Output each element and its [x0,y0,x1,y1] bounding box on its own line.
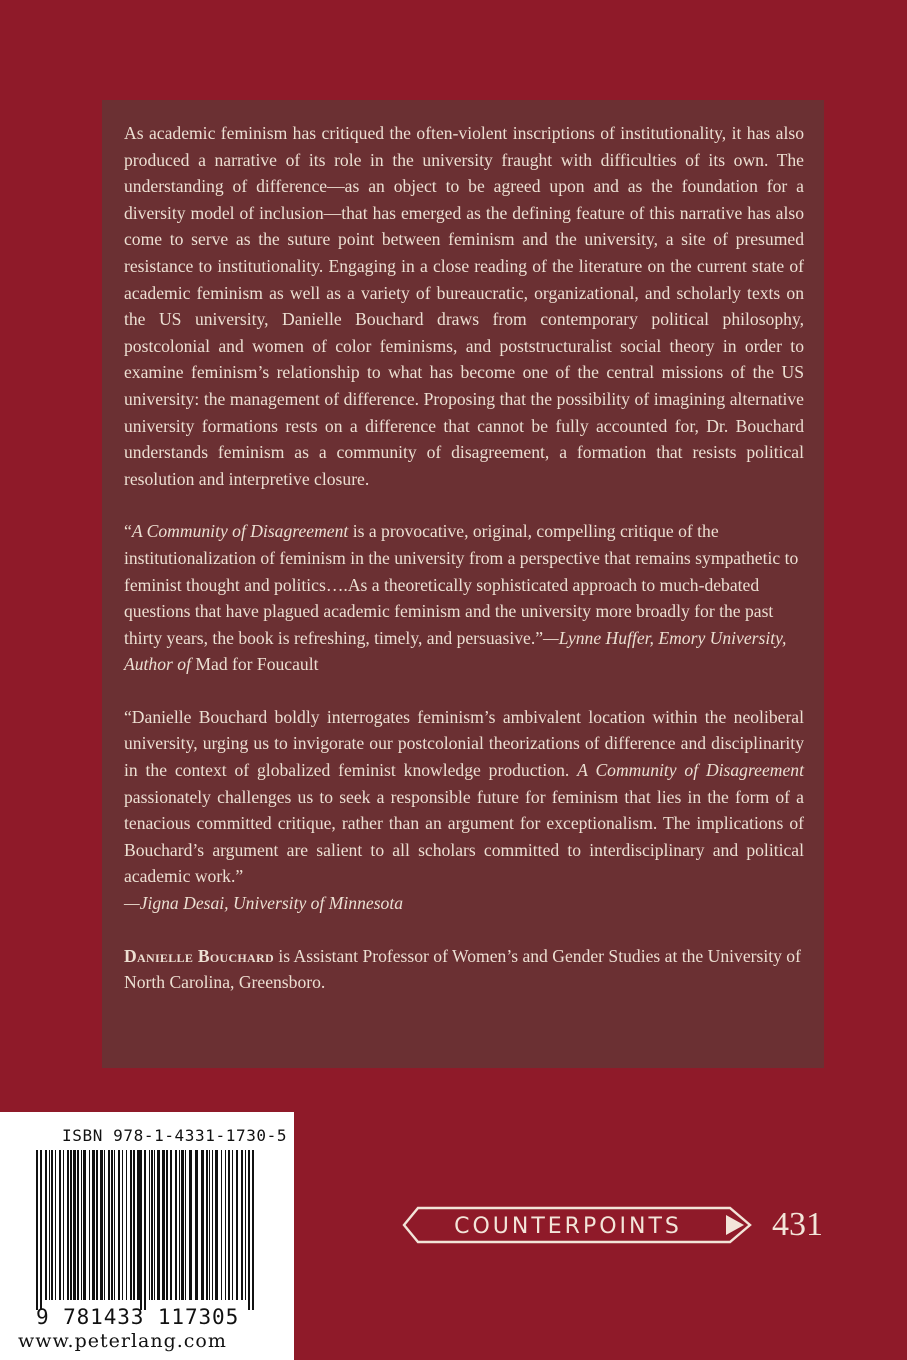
barcode-bar [96,1150,98,1300]
barcode-bar [111,1150,113,1300]
series-name: COUNTERPOINTS [454,1214,682,1239]
barcode-bar [151,1150,153,1300]
quote-attribution: —Lynne Huffer, Emory University, Author of [124,627,787,675]
barcode-bar [225,1150,226,1300]
author-bio-text: is Assistant Professor of Women’s and Gender Studies at the University of North Carolina, Greensboro. [124,945,801,993]
barcode-bar [59,1150,61,1300]
author-name: Danielle Bouchard [124,945,274,966]
barcode-bar [126,1150,127,1300]
barcode-bar [55,1150,56,1300]
barcode-bar [118,1150,120,1300]
barcode-bar [83,1150,86,1300]
barcode-guard-bar [36,1150,38,1310]
barcode-bar [162,1150,165,1300]
barcode-bar [206,1150,208,1300]
barcode-bar [221,1150,222,1300]
barcode-bar [49,1150,50,1300]
barcode-bar [157,1150,160,1300]
barcode-bar [114,1150,115,1300]
barcode-bar [154,1150,155,1300]
barcode-image [34,1150,260,1310]
barcode-bar [195,1150,198,1300]
author-bio [124,943,804,996]
barcode-bar [189,1150,192,1300]
barcode-box [0,1112,294,1360]
barcode-bar [149,1150,150,1300]
blurb-panel [102,100,824,1068]
barcode-bar [241,1150,243,1300]
barcode-guard-bar [144,1150,146,1310]
barcode-bar [170,1150,172,1300]
barcode-bar [63,1150,64,1300]
quote-text: is a provocative, original, compelling critique of the institutionalization of feminism in the university from a perspective that remains sympathetic to feminist thought and politics….As a theoretically sophisticated approach to much-debated questions that have plagued academic feminism and the university more broadly for the past thirty years, the book is refreshing, timely, and persuasive.” [124,521,799,648]
barcode-bar [181,1150,184,1300]
barcode-bar [130,1150,132,1300]
quote-open-mark: “ [124,521,132,542]
blurb-text [124,120,804,996]
counterpoints-logo [400,1202,760,1248]
quote-text-continued: passionately challenges us to seek a responsible future for feminism that lies in the form of a tenacious committed critique, rather than an argument for exceptionalism. The implications of Bouchard’s argument are salient to all scholars committed to interdisciplinary and political academic work.” [124,786,804,887]
barcode-bar [245,1150,246,1300]
barcode-bar [77,1150,79,1300]
barcode-bar [122,1150,123,1300]
series-number: 431 [772,1206,823,1243]
barcode-bar [89,1150,90,1300]
barcode-bar [232,1150,233,1300]
barcode-bar [228,1150,230,1300]
barcode-bar [209,1150,210,1300]
barcode-bar [51,1150,53,1300]
review-quote-desai [124,704,804,917]
barcode-bar [215,1150,218,1300]
barcode-bar [166,1150,168,1300]
barcode-bar [212,1150,213,1300]
barcode-bar [104,1150,105,1300]
barcode-bar [185,1150,186,1300]
barcode-bar [73,1150,76,1300]
barcode-bar [133,1150,135,1300]
barcode-bar [175,1150,177,1300]
quote-text: “Danielle Bouchard boldly interrogates feminism’s ambivalent location within the neoliberal university, urging us to invigorate our postcolonial theorizations of difference and disciplinarity in the context of globalized feminist knowledge production. [124,706,804,781]
publisher-url: www.peterlang.com [18,1330,227,1352]
barcode-bar [67,1150,69,1300]
barcode-bar [81,1150,82,1300]
barcode-bar [236,1150,238,1300]
barcode-guard-bar [40,1150,42,1310]
barcode-guard-bar [248,1150,250,1310]
barcode-bar [92,1150,95,1300]
barcode-digits: 9 781433 117305 [36,1305,240,1329]
barcode-guard-bar [252,1150,254,1310]
review-quote-huffer [124,518,804,678]
barcode-bar [70,1150,72,1300]
quote-book-title: A Community of Disagreement [577,760,804,781]
isbn-label: ISBN 978-1-4331-1730-5 [62,1126,288,1145]
barcode-bar [137,1150,140,1300]
barcode-guard-bar [140,1150,142,1310]
quote-author-book: Mad for Foucault [190,654,319,675]
barcode-bar [179,1150,180,1300]
quote-attribution: —Jigna Desai, University of Minnesota [124,893,404,914]
book-description: As academic feminism has critiqued the often-violent inscriptions of institutionality, it has also produced a narrative of its role in the university fraught with difficulties of its own. The understanding of difference—as an object to be agreed upon and as the foundation for a diversity model of inclusion—that has emerged as the defining feature of this narrative has also come to serve as the suture point between feminism and the university, a site of presumed resistance to institutionality. Engaging in a close reading of the literature on the current state of academic feminism as well as a variety of bureaucratic, organizational, and scholarly texts on the US university, Danielle Bouchard draws from contemporary political philosophy, postcolonial and women of color feminisms, and poststructuralist social theory in order to examine feminism’s relationship to what has become one of the central missions of the US university: the management of difference. Proposing that the possibility of imagining alternative university formations rests on a difference that cannot be fully accounted for, Dr. Bouchard understands feminism as a community of disagreement, a formation that resists political resolution and interpretive closure. [124,123,804,489]
barcode-bar [45,1150,47,1300]
barcode-bar [108,1150,110,1300]
barcode-bar [201,1150,204,1300]
quote-book-title: A Community of Disagreement [131,521,349,542]
barcode-bar [100,1150,103,1300]
